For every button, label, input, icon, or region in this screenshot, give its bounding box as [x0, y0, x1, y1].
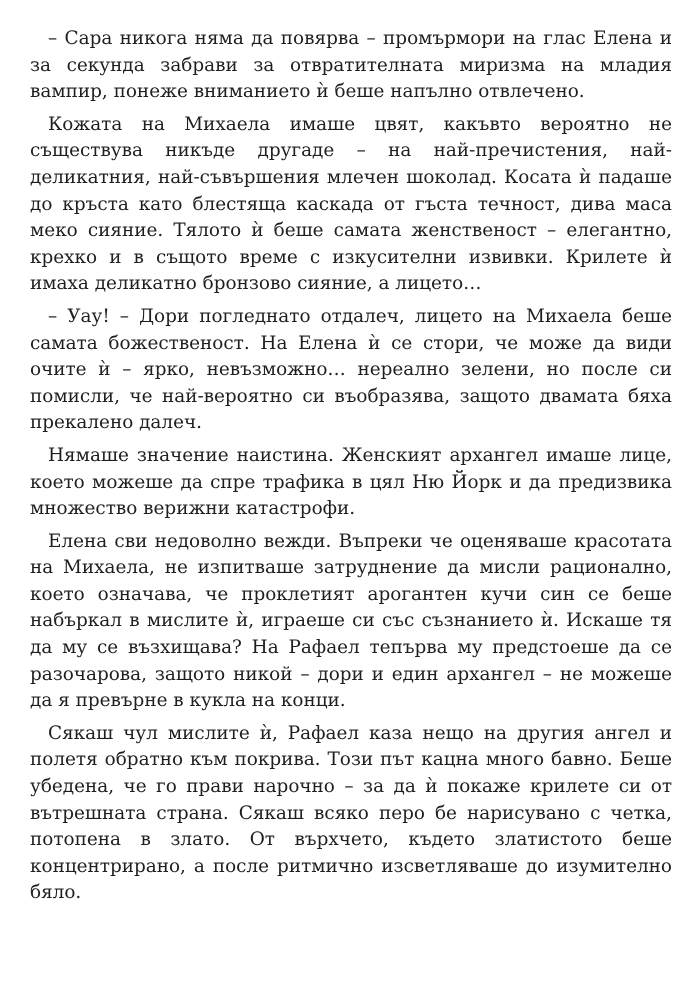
paragraph-3: – Уау! – Дори погледнато отдалеч, лицето на Михаела беше самата божественост. На Елена ѝ се стори, че може да види очите ѝ – ярко, невъзможно… нереално зелени, но после си помисли, че най-вероятно си въобразява, защото двамата бяха прекалено далеч.: [30, 305, 672, 434]
paragraph-1: – Сара никога няма да повярва – промърмори на глас Елена и за секунда забрави за отвратителната миризма на младия вампир, понеже вниманието ѝ беше напълно отвлечено.: [30, 28, 672, 103]
paragraph-6: Сякаш чул мислите ѝ, Рафаел каза нещо на другия ангел и полетя обратно към покрива. Този път кацна много бавно. Беше убедена, че го прави нарочно – за да ѝ покаже крилете си от вътрешната страна. Сякаш всяко перо бе нарисувано с четка, потопена в злато. От върхчето, където златистото беше концентрирано, а после ритмично изсветляваше до изумително бяло.: [30, 722, 672, 904]
book-page-text: [30, 26, 672, 913]
paragraph-5: Елена сви недоволно вежди. Въпреки че оценяваше красотата на Михаела, не изпитваше затруднение да мисли рационално, което означава, че проклетият арогантен кучи син се беше набъркал в мислите ѝ, играеше си със съзнанието ѝ. Искаше тя да му се възхищава? На Рафаел тепърва му предстоеше да се разочарова, защото никой – дори и един архангел – не можеше да я превърне в кукла на конци.: [30, 530, 672, 712]
paragraph-4: Нямаше значение наистина. Женският архангел имаше лице, което можеше да спре трафика в цял Ню Йорк и да предизвика множество верижни катастрофи.: [30, 444, 672, 520]
paragraph-2: Кожата на Михаела имаше цвят, какъвто вероятно не съществува никъде другаде – на най-пречистения, най-деликатния, най-съвършения млечен шоколад. Косата ѝ падаше до кръста като блестяща каскада от гъста течност, дива маса меко сияние. Тялото ѝ беше самата женственост – елегантно, крехко и в същото време с изкусителни извивки. Крилете ѝ имаха деликатно бронзово сияние, а лицето…: [30, 113, 672, 295]
